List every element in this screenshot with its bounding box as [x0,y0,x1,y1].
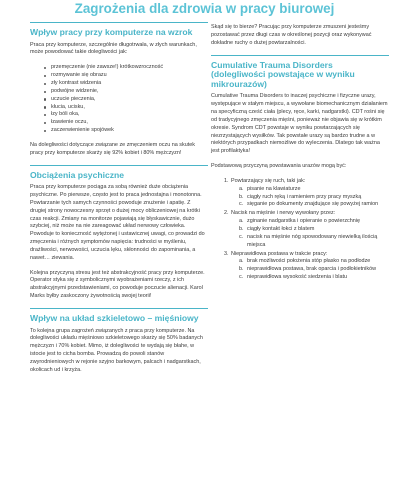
page-title: Zagrożenia dla zdrowia w pracy biurowej [74,1,335,16]
list-letter: c. [239,201,244,208]
paragraph: Skąd się to bierze? Pracując przy komputerze zmuszeni jesteśmy pozostawać przez długi czas w określonej pozycji oraz wykonywać dokładne ruchy o dużej powtarzalności. [211,24,372,46]
causes-list [211,178,389,282]
cause-item [224,177,389,209]
sub-item-text: zginanie nadgarstka i opieranie o powierzchnię [247,218,361,225]
list-item: zaczerwienienie spojówek [44,127,208,135]
list-number: 1. [224,177,229,184]
list-item: podwójne widzenie, [44,88,208,96]
section-heading-vision: Wpływ pracy przy komputerze na wzrok [30,27,193,37]
paragraph: Kolejna przyczyną stresu jest też abstrakcyjność pracy przy komputerze. Operator styka się z symbolicznymi wyobrażeniami rzeczy, z ich abstrakcyjnymi przedstawieniami, co powoduje poczucie alienacji. Karol Marks byłby zaskoczony żywotnością swojej teorii! [30,269,205,300]
list-letter: c. [239,274,244,281]
paragraph: Praca przy komputerze, szczególnie długotrwała, w złych warunkach, może powodować takie dolegliwości jak: [30,41,197,56]
section-divider [30,308,208,309]
sub-list-item [239,194,389,202]
paragraph: To kolejna grupa zagrożeń związanych z praca przy komputerze. Na dolegliwości układu mięśniowo szkieletowego skarży się 50% badanych mężczyzn i 70% kobiet. Mimo, iż dolegliwości te wydają się błahe, w istocie jest to cicha bomba. Prowadzą do powoli stanów zwyrodnieniowych w rejonie szyjno barkowym, palcach i nadgarstkach, okolicach ud i krzyża. [30,327,203,373]
list-letter: c. [239,233,244,240]
sub-list-item [239,234,389,250]
sub-item-text: nacisk na mięśnie nóg spowodowany niewielką ilością miejsca [247,233,378,248]
sub-item-text: ciągły kontakt łokci z blatem [247,225,315,232]
sub-list-item [239,266,389,274]
list-letter: b. [239,193,244,200]
list-item: zły kontrast widzenia [44,80,208,88]
list-item: łzy bóli oka, [44,111,208,119]
list-letter: a. [239,185,244,192]
list-item: rozmywanie się obrazu [44,72,208,80]
sub-list-item [239,201,389,209]
cause-text: Nacisk na mięśnie i nerwy wywołany przez: [231,210,336,217]
sub-list-item [239,226,389,234]
list-number: 2. [224,210,229,217]
list-item: uczucie pieczenia, [44,96,208,104]
sub-item-text: nieprawidłowa postawa, brak oparcia i podłokietników [247,266,377,273]
section-heading-psychological: Obciążenia psychiczne [30,169,125,180]
sub-list-item [239,186,389,194]
cause-text: Nieprawidłowa postawa w trakcie pracy: [231,250,328,257]
section-heading-ctd: Cumulative Trauma Disorders (dolegliwości powstające w wyniku mikrourazów) [211,59,355,89]
list-number: 3. [224,250,229,257]
section-heading-musculoskeletal: Wpływ na układ szkieletowo – mięśniowy [30,312,199,323]
list-letter: b. [239,266,244,273]
cause-text: Powtarzający się ruch, taki jak: [231,177,306,184]
cause-item [224,250,389,282]
sub-item-text: sięganie po dokumenty znajdujące się powyżej ramion [247,201,379,208]
section-divider [30,22,208,23]
list-letter: a. [239,218,244,225]
sub-list-item [239,274,389,282]
cause-sub-list [231,258,389,282]
sub-list-item [239,258,389,266]
paragraph: Na dolegliwości dotyczące związane ze zmęczeniem oczu na skutek pracy przy komputerze skarży się 92% kobiet i 80% mężczyzn! [30,141,196,156]
list-item: przemęczenie (nie zawsze!) krótkowzroczność [44,64,208,72]
paragraph: Praca przy komputerze pociąga za sobą również duże obciążenia psychiczne. Po pierwsze, często jest to praca jednostajna i monotonna. Powtarzanie tych samych czynności powoduje znużenie i apatię. Z drugiej strony nowoczesny sprzęt o dużej mocy obliczeniowej na krótki czas reakcji. Zmiany na monitorze pojawiają się błyskawicznie, dużo szybciej, niż może na nie zareagować układ nerwowy człowieka. Powoduje to konieczność wytężonej i ustawicznej uwagi, co prowadzi do zmęczenia i różnych symptomów napięcia: trudności w myśleniu, drażliwości, nerwowości, uczucia lęku, skłonności do zapominania, a nawet… ziewania. [30,184,205,261]
list-item: łzawienie oczu, [44,119,208,127]
left-column [30,22,208,382]
list-letter: b. [239,225,244,232]
sub-item-text: ciągły ruch ręką i ramieniem przy pracy myszką [247,193,362,200]
list-letter: a. [239,258,244,265]
section-divider [211,55,389,56]
sub-list-item [239,218,389,226]
sub-item-text: pisanie na klawiaturze [247,185,301,192]
cause-item [224,210,389,249]
sub-item-text: nieprawidłowa wysokość siedzenia i blatu [247,274,348,281]
section-divider [30,165,208,166]
symptom-list [30,64,208,135]
paragraph: Podstawową przyczyną powstawania urazów mogą być: [211,163,347,170]
right-column [211,24,389,283]
cause-sub-list [231,186,389,210]
sub-item-text: brak możliwości położenia stóp płasko na podłodze [247,258,371,265]
list-item: kłucia, ucisku, [44,104,208,112]
cause-sub-list [231,218,389,249]
paragraph: Cumulative Trauma Disorders to inaczej psychiczne i fizyczne urazy, występujące w stałym miejscu, a wywołane biomechanicznym działaniem na specyficzną cześć ciała (plecy, ręce, karki, nadgarstki). CDT rośni się od tradycyjnego zmęczenia mięśni, ponieważ nie objawia się w krótkim okresie. Syndrom CDT powstaje w wyniku powtarzających się niezrzystających wysiłków. Tak powstałe urazy są bardzo trudne a w niektórych przypadkach niemożliwe do wyleczenia. Dlatego tak ważna jest profilaktyka! [211,93,388,155]
